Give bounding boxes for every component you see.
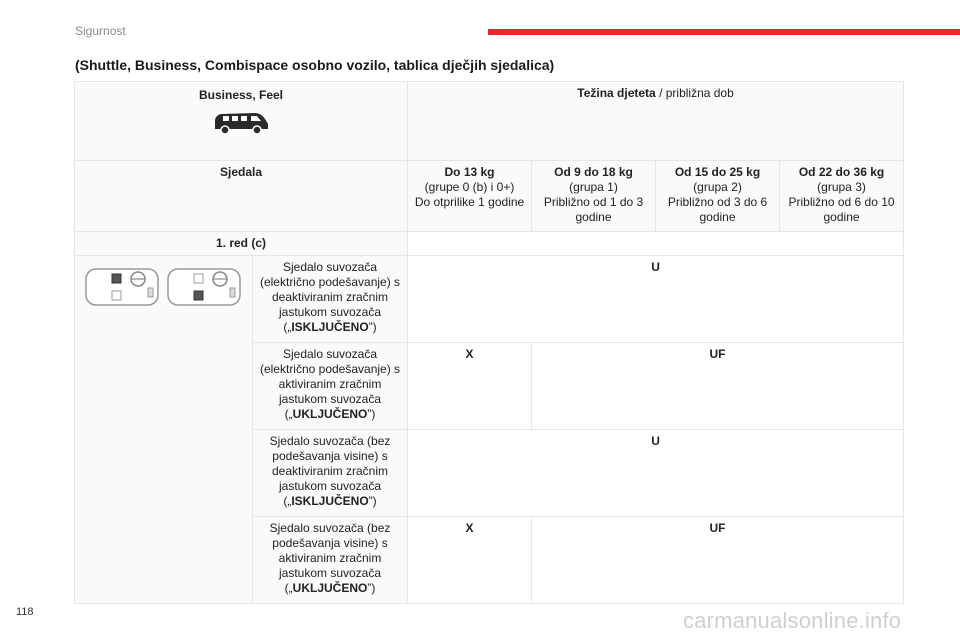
version-cell	[75, 82, 408, 161]
seat-description	[253, 256, 408, 343]
car-seat-diagram-icon	[166, 266, 244, 308]
section-label: Sigurnost	[75, 24, 126, 38]
category-age: Do otprilike 1 godine	[414, 195, 525, 209]
category-weight: Od 9 do 18 kg	[554, 165, 633, 179]
seat-close: ”)	[368, 320, 377, 334]
car-seat-diagram-icon	[84, 266, 162, 308]
seat-diagrams	[81, 260, 246, 308]
category-group: (grupa 2)	[693, 180, 742, 194]
suitability-code: U	[408, 256, 904, 343]
airbag-state: UKLJUČENO	[292, 407, 368, 421]
seat-close: ”)	[368, 494, 377, 508]
category-cell	[656, 161, 780, 232]
van-icon-wrap	[81, 103, 401, 137]
row-label-spacer	[408, 232, 904, 256]
seat-close: ”)	[367, 407, 376, 421]
seat-open: („	[283, 320, 292, 334]
airbag-state: UKLJUČENO	[292, 581, 368, 595]
seat-description	[253, 430, 408, 517]
seat-open: („	[284, 581, 293, 595]
category-weight: Od 22 do 36 kg	[798, 165, 885, 179]
category-group: (grupe 0 (b) i 0+)	[424, 180, 515, 194]
page-number: 118	[16, 606, 34, 618]
seat-description	[253, 517, 408, 604]
airbag-state: ISKLJUČENO	[291, 494, 369, 508]
suitability-code: X	[408, 343, 532, 430]
page-heading: (Shuttle, Business, Combispace osobno vozilo, tablica dječjih sjedalica)	[75, 57, 555, 73]
seat-diagram-cell	[75, 256, 253, 604]
category-cell	[780, 161, 904, 232]
header-accent-bar	[488, 29, 960, 35]
airbag-state: ISKLJUČENO	[291, 320, 369, 334]
seat-close: ”)	[367, 581, 376, 595]
category-weight: Od 15 do 25 kg	[674, 165, 761, 179]
suitability-code: UF	[532, 343, 904, 430]
seat-open: („	[283, 494, 292, 508]
row-label-cell	[75, 232, 408, 256]
seat-text: Sjedalo suvozača (električno podešavanje) s aktiviranim zračnim jastukom suvozača	[259, 347, 401, 406]
seats-header	[75, 161, 408, 232]
suitability-code: X	[408, 517, 532, 604]
version-label: Business, Feel	[198, 88, 284, 102]
weight-label-rest: / približna dob	[655, 86, 734, 100]
category-group: (grupa 1)	[569, 180, 618, 194]
seat-description	[253, 343, 408, 430]
category-cell	[532, 161, 656, 232]
van-icon	[211, 109, 271, 137]
watermark: carmanualsonline.info	[683, 608, 902, 633]
weight-header	[408, 82, 904, 161]
seats-label: Sjedala	[219, 165, 263, 179]
category-cell	[408, 161, 532, 232]
seat-text: Sjedalo suvozača (bez podešavanja visine) s aktiviranim zračnim jastukom suvozača	[269, 521, 391, 580]
category-weight: Do 13 kg	[444, 165, 495, 179]
row-label: 1. red (c)	[216, 236, 267, 250]
category-age: Približno od 3 do 6 godine	[667, 195, 768, 224]
child-seat-table	[74, 81, 904, 604]
category-age: Približno od 1 do 3 godine	[543, 195, 644, 224]
weight-label-bold: Težina djeteta	[577, 86, 656, 100]
suitability-code: U	[408, 430, 904, 517]
seat-text: Sjedalo suvozača (bez podešavanja visine) s deaktiviranim zračnim jastukom suvozača	[269, 434, 391, 493]
category-age: Približno od 6 do 10 godine	[788, 195, 895, 224]
suitability-code: UF	[532, 517, 904, 604]
seat-open: („	[284, 407, 293, 421]
category-group: (grupa 3)	[817, 180, 866, 194]
seat-text: Sjedalo suvozača (električno podešavanje) s deaktiviranim zračnim jastukom suvozača	[259, 260, 401, 319]
